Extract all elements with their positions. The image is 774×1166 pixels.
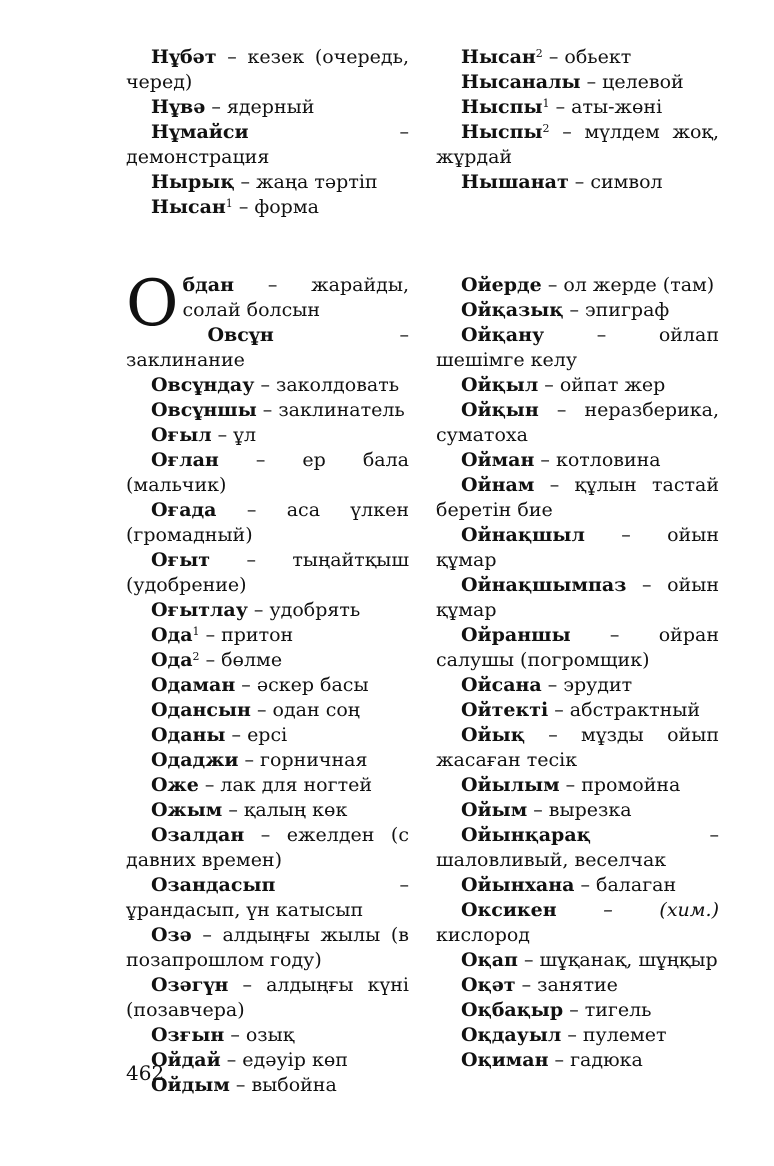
dictionary-entry	[436, 898, 719, 948]
dictionary-entry	[436, 1048, 719, 1073]
definition: – тигель	[563, 999, 652, 1021]
headword: Ойқану	[461, 324, 545, 346]
dictionary-entry	[436, 973, 719, 998]
definition: – ол жерде (там)	[541, 274, 715, 296]
definition: – озық	[224, 1024, 295, 1046]
definition: – ойран салушы (погромщик)	[436, 624, 719, 671]
definition: – ойпат жер	[538, 374, 666, 396]
dictionary-entry	[436, 95, 719, 120]
dictionary-entry	[126, 923, 409, 973]
definition: – удобрять	[247, 599, 361, 621]
dictionary-entry	[126, 648, 409, 673]
definition: – гадюка	[548, 1049, 643, 1071]
definition: – ойлап шешімге келу	[436, 324, 719, 371]
headword: Ныспы	[461, 121, 543, 143]
definition: – мүлдем жоқ, жұрдай	[436, 121, 719, 168]
dictionary-entry	[126, 873, 409, 923]
headword: Ныспы	[461, 96, 543, 118]
headword: Одаджи	[151, 749, 239, 771]
headword: Ойнақшымпаз	[461, 574, 627, 596]
homonym-number: 2	[535, 47, 543, 60]
dictionary-entry	[436, 120, 719, 170]
dictionary-entry	[126, 673, 409, 698]
headword: Одансын	[151, 699, 251, 721]
definition: – ерсі	[225, 724, 288, 746]
dictionary-entry	[126, 448, 409, 498]
dictionary-entry	[126, 973, 409, 1023]
headword: Озандасып	[151, 874, 276, 896]
dictionary-entry	[126, 623, 409, 648]
dictionary-entry	[126, 548, 409, 598]
headword: Ойынқарақ	[461, 824, 591, 846]
definition: – форма	[232, 196, 319, 218]
homonym-number: 1	[225, 197, 233, 210]
definition: кислород	[436, 924, 530, 946]
dictionary-entry	[436, 673, 719, 698]
dictionary-entry	[436, 398, 719, 448]
dictionary-entry	[436, 623, 719, 673]
definition: – абстрактный	[548, 699, 701, 721]
definition: – әскер басы	[235, 674, 369, 696]
headword: Нысан	[151, 196, 226, 218]
dictionary-entry	[436, 45, 719, 70]
dictionary-entry	[126, 195, 409, 220]
definition: – шаловливый, веселчак	[436, 824, 719, 871]
dictionary-entry	[436, 473, 719, 523]
bottom-left-column	[126, 267, 409, 1098]
definition: – ядерный	[205, 96, 315, 118]
definition: – жарайды, солай болсын	[182, 274, 409, 321]
definition: – ұрандасып, үн катысып	[126, 874, 409, 921]
page-number: 462	[126, 1061, 165, 1085]
headword: Ойылым	[461, 774, 560, 796]
headword: Ойқын	[461, 399, 539, 421]
dictionary-entry	[126, 598, 409, 623]
definition: – вырезка	[527, 799, 632, 821]
definition: – горничная	[238, 749, 368, 771]
headword: Оқдауыл	[461, 1024, 562, 1046]
headword: Оғада	[151, 499, 217, 521]
headword: Овсұншы	[151, 399, 257, 421]
definition: – алдыңғы күні (позавчера)	[126, 974, 409, 1021]
dictionary-entry	[436, 723, 719, 773]
homonym-number: 1	[192, 625, 200, 638]
headword: Ойдай	[151, 1049, 221, 1071]
definition: – выбойна	[229, 1074, 337, 1096]
definition: – ұл	[211, 424, 257, 446]
dictionary-entry	[126, 95, 409, 120]
dictionary-entry	[126, 1073, 409, 1098]
dictionary-entry	[436, 323, 719, 373]
dictionary-entry	[436, 698, 719, 723]
headword: Ойсана	[461, 674, 542, 696]
headword: Озә	[151, 924, 192, 946]
headword: Ода	[151, 649, 193, 671]
dictionary-entry	[436, 70, 719, 95]
section-letter: О	[126, 267, 179, 341]
dictionary-entry	[436, 523, 719, 573]
definition: – демонстрация	[126, 121, 409, 168]
bottom-right-column	[436, 273, 719, 1073]
headword: Нысан	[461, 46, 536, 68]
definition: – аса үлкен (громадный)	[126, 499, 409, 546]
dictionary-entry	[436, 823, 719, 873]
headword: Нұмайси	[151, 121, 249, 143]
dictionary-entry	[126, 498, 409, 548]
headword: Овсұн	[207, 324, 274, 346]
definition: – ойын құмар	[436, 524, 719, 571]
dictionary-entry	[436, 873, 719, 898]
definition: – мұзды ойып жасаған тесік	[436, 724, 719, 771]
headword: Одаман	[151, 674, 236, 696]
dictionary-entry	[126, 798, 409, 823]
dictionary-entry	[436, 298, 719, 323]
headword: Ойынхана	[461, 874, 575, 896]
definition: – символ	[568, 171, 663, 193]
definition: – притон	[199, 624, 294, 646]
definition: – аты-жөні	[549, 96, 663, 118]
headword: Оғытлау	[151, 599, 248, 621]
definition: – заклинание	[126, 324, 409, 371]
definition: – одан соң	[250, 699, 360, 721]
definition: – лак для ногтей	[198, 774, 372, 796]
dictionary-entry	[126, 45, 409, 95]
dictionary-entry	[126, 120, 409, 170]
definition: – заколдовать	[254, 374, 400, 396]
headword: Ойқыл	[461, 374, 539, 396]
dictionary-entry	[436, 170, 719, 195]
definition: – промойна	[559, 774, 681, 796]
headword: Нұвә	[151, 96, 206, 118]
headword: Ойқазық	[461, 299, 564, 321]
definition: – эрудит	[541, 674, 633, 696]
definition: – эпиграф	[563, 299, 670, 321]
dictionary-entry	[126, 170, 409, 195]
top-left-column	[126, 45, 409, 220]
grammar-label: – (хим.)	[556, 899, 719, 921]
headword: Нысаналы	[461, 71, 581, 93]
definition: – обьект	[542, 46, 632, 68]
headword: Ойым	[461, 799, 528, 821]
headword: Ойық	[461, 724, 525, 746]
dictionary-entry	[126, 1023, 409, 1048]
definition: – кезек (очередь, черед)	[126, 46, 409, 93]
dictionary-entry	[126, 773, 409, 798]
dictionary-entry	[126, 373, 409, 398]
dictionary-entry	[436, 373, 719, 398]
headword: Ойтекті	[461, 699, 549, 721]
headword: Оғыл	[151, 424, 212, 446]
definition: – котловина	[534, 449, 661, 471]
definition: – құлын тастай беретін бие	[436, 474, 719, 521]
dictionary-entry	[436, 998, 719, 1023]
definition: – балаган	[574, 874, 677, 896]
definition: – шұқанақ, шұңқыр	[517, 949, 718, 971]
headword: Оғыт	[151, 549, 211, 571]
dictionary-entry	[436, 573, 719, 623]
headword: Оқиман	[461, 1049, 549, 1071]
headword: Оқбақыр	[461, 999, 564, 1021]
headword: Ойдым	[151, 1074, 230, 1096]
top-right-column	[436, 45, 719, 195]
dictionary-entry	[436, 798, 719, 823]
headword: Оксикен	[461, 899, 557, 921]
definition: – алдыңғы жылы (в позапрошлом году)	[126, 924, 409, 971]
headword: Ойман	[461, 449, 535, 471]
headword: Оғлан	[151, 449, 219, 471]
homonym-number: 2	[542, 122, 550, 135]
headword: Оданы	[151, 724, 226, 746]
dictionary-entry	[436, 273, 719, 298]
headword: Оқәт	[461, 974, 516, 996]
dictionary-entry	[126, 823, 409, 873]
dictionary-entry	[126, 748, 409, 773]
definition: – жаңа тәртіп	[234, 171, 378, 193]
definition: – бөлме	[199, 649, 283, 671]
headword: Ода	[151, 624, 193, 646]
definition: – қалың көк	[222, 799, 348, 821]
dictionary-entry	[126, 423, 409, 448]
definition: – заклинатель	[256, 399, 405, 421]
definition: – ежелден (с давних времен)	[126, 824, 409, 871]
headword: Оже	[151, 774, 199, 796]
definition: – пулемет	[561, 1024, 667, 1046]
headword: Нышанат	[461, 171, 569, 193]
headword: Нұбәт	[151, 46, 217, 68]
homonym-number: 2	[192, 650, 200, 663]
headword: Ойерде	[461, 274, 542, 296]
definition: – занятие	[515, 974, 618, 996]
headword: Озғын	[151, 1024, 225, 1046]
homonym-number: 1	[542, 97, 550, 110]
headword: Ойраншы	[461, 624, 571, 646]
dictionary-entry	[126, 723, 409, 748]
definition: – ойын құмар	[436, 574, 719, 621]
definition: – целевой	[580, 71, 684, 93]
dictionary-entry	[436, 773, 719, 798]
headword: Озалдан	[151, 824, 245, 846]
dictionary-entry	[436, 948, 719, 973]
dictionary-entry	[436, 1023, 719, 1048]
dictionary-entry	[126, 398, 409, 423]
headword: Нырық	[151, 171, 235, 193]
dictionary-entry	[126, 698, 409, 723]
headword: бдан	[182, 274, 235, 296]
definition: – едәуір көп	[220, 1049, 348, 1071]
definition: – неразберика, суматоха	[436, 399, 719, 446]
headword: Ойнақшыл	[461, 524, 585, 546]
definition: – ер бала (мальчик)	[126, 449, 409, 496]
headword: Озәгүн	[151, 974, 229, 996]
headword: Ожым	[151, 799, 223, 821]
definition: – тыңайтқыш (удобрение)	[126, 549, 409, 596]
dictionary-entry	[126, 1048, 409, 1073]
headword: Ойнам	[461, 474, 535, 496]
headword: Овсұндау	[151, 374, 255, 396]
headword: Оқап	[461, 949, 518, 971]
dictionary-entry	[436, 448, 719, 473]
